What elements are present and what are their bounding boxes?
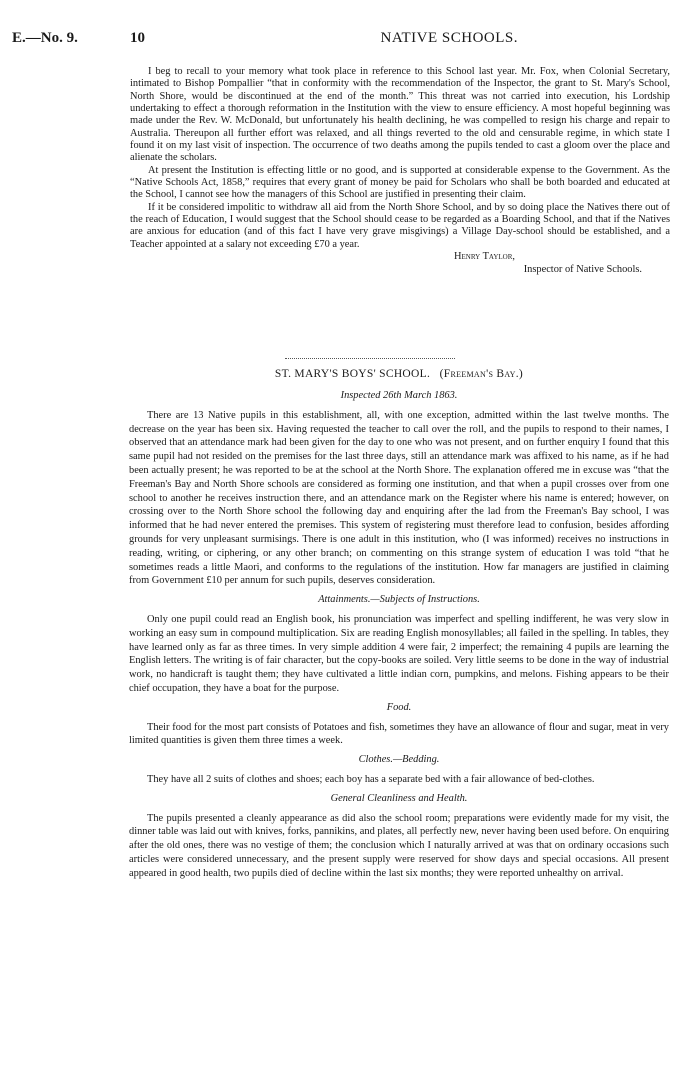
page-number: 10	[130, 30, 145, 46]
report-paragraph: They have all 2 suits of clothes and shoes; each boy has a separate bed with a fair allowance of bed-clothes.	[147, 773, 595, 785]
signature-name: Henry Taylor,	[454, 251, 515, 263]
signature-role: Inspector of Native Schools.	[523, 263, 642, 275]
page-header	[12, 30, 686, 52]
subheading-food: Food.	[386, 701, 412, 713]
signature-block	[130, 251, 670, 276]
letter-paragraph: If it be considered impolitic to withdraw all aid from the North Shore School, and by so doing place the Natives there out of the reach of Education, I would suggest that the School should cease to be regarded as a Boarding School, and that if the Natives are anxious for education (and of this fact I have very grave misgivings) a Village Day-school should be established, and a Teacher appointed at a salary not exceeding £70 a year.	[130, 201, 670, 250]
report-paragraph: Their food for the most part consists of Potatoes and fish, sometimes they have an allowance of flour and sugar, meat in very limited quantities is given them three times a week.	[129, 721, 669, 747]
school-location: (Freeman's Bay.)	[439, 368, 524, 380]
letter-paragraph: At present the Institution is effecting little or no good, and is supported at considerable expense to the Government. As the “Native Schools Act, 1858,” requires that every grant of money be paid for Scholars who shall be both boarded and educated at the School, I cannot see how the managers of this School are justified in presenting their claim.	[130, 164, 670, 201]
school-name: ST. MARY'S BOYS' SCHOOL.	[274, 368, 431, 380]
report-paragraph: There are 13 Native pupils in this establishment, all, with one exception, admitted within the last twelve months. The decrease on the year has been six. Having requested the teacher to call over the roll, and the pupils to respond to their names, I observed that an attendance mark had been given for the day to one who was not present, and on further enquiry I found that this same pupil had not resided on the premises for the last three days, still an attendance mark was affixed to his name, as if he had been actually present; he was reported to be at the school at the North Shore. The explanation offered me in excuse was “that the Freeman's Bay and North Shore schools are considered as forming one institution, and that when a pupil crosses over from one school to another he receives instruction there, and an attendance mark on the Register where his name is entered; however, on crossing over to the North Shore school the following day and enquiring after the lad from the Freeman's Bay school, I was informed that he had never entered the premises. This system of registering must therefore lead to confusion, besides affording grounds for very unpleasant surmisings. There is one adult in this institution, who (I was informed) receives no instructions in reading, writing, or ciphering, or any other branch; on commenting on this strange system of education I was told “that he sometimes reads a little Maori, and conforms to the regulations of the institution. How far managers are justified in claiming from Government £10 per annum for such pupils, deserves consideration.	[129, 409, 669, 587]
subheading-attainments: Attainments.—Subjects of Instructions.	[318, 594, 480, 606]
section-divider	[285, 358, 455, 359]
inspection-date: Inspected 26th March 1863.	[340, 390, 458, 401]
section-heading	[129, 368, 669, 380]
report-body	[129, 384, 669, 881]
letter-body	[130, 66, 670, 276]
report-paragraph: The pupils presented a cleanly appearance as did also the school room; preparations were evidently made for my visit, the dinner table was laid out with knives, forks, pannikins, and plates, all perfectly new, never having been used before. On enquiring after the old ones, there was no vestige of them; the conclusion which I naturally arrived at was that on ordinary occasions such articles were considered unnecessary, and the present supply were reserved for show days and special occasions. All present appeared in good health, two pupils died of decline within the last six months; they were reported unhealthy on arrival.	[129, 812, 669, 879]
document-reference: E.—No. 9.	[12, 30, 78, 46]
subheading-cleanliness: General Cleanliness and Health.	[330, 792, 468, 804]
subheading-clothes: Clothes.—Bedding.	[358, 754, 440, 766]
letter-paragraph: I beg to recall to your memory what took place in reference to this School last year. Mr. Fox, when Colonial Secretary, intimated to Bishop Pompallier “that in conformity with the recommendation of the Inspector, the grant to St. Mary's School, North Shore, would be discontinued at the end of the month.” This threat was not carried into execution, his Lordship undertaking to effect a thorough reformation in the Institution with the view to ensure efficiency. A most hopeful beginning was made under the Rev. W. McDonald, but unfortunately his health declining, he was compelled to resign his charge and repair to Australia. Thereupon all further effort was relaxed, and all things reverted to the old and censurable regime, in which state I found it on my last visit of inspection. The occurrence of two deaths among the pupils tended to cast a gloom over the place and alienate the scholars.	[130, 66, 670, 164]
running-title: NATIVE SCHOOLS.	[380, 30, 518, 46]
report-paragraph: Only one pupil could read an English book, his pronunciation was imperfect and spelling indifferent, he was very slow in working an easy sum in compound multiplication. Six are reading English monosyllables; all failed in the spelling. In tables, they have learned only as far as three times. In very simple addition 4 were fair, 2 imperfect; the remaining 4 pupils are learning the English letters. The writing is of fair character, but the copy-books are soiled. Very little seems to be done in the way of industrial work, no handicraft is taught them; they have cultivated a little indian corn, pumpkins, and melons. Fishing appears to be their chief occupation, they have a boat for the purpose.	[129, 613, 669, 694]
